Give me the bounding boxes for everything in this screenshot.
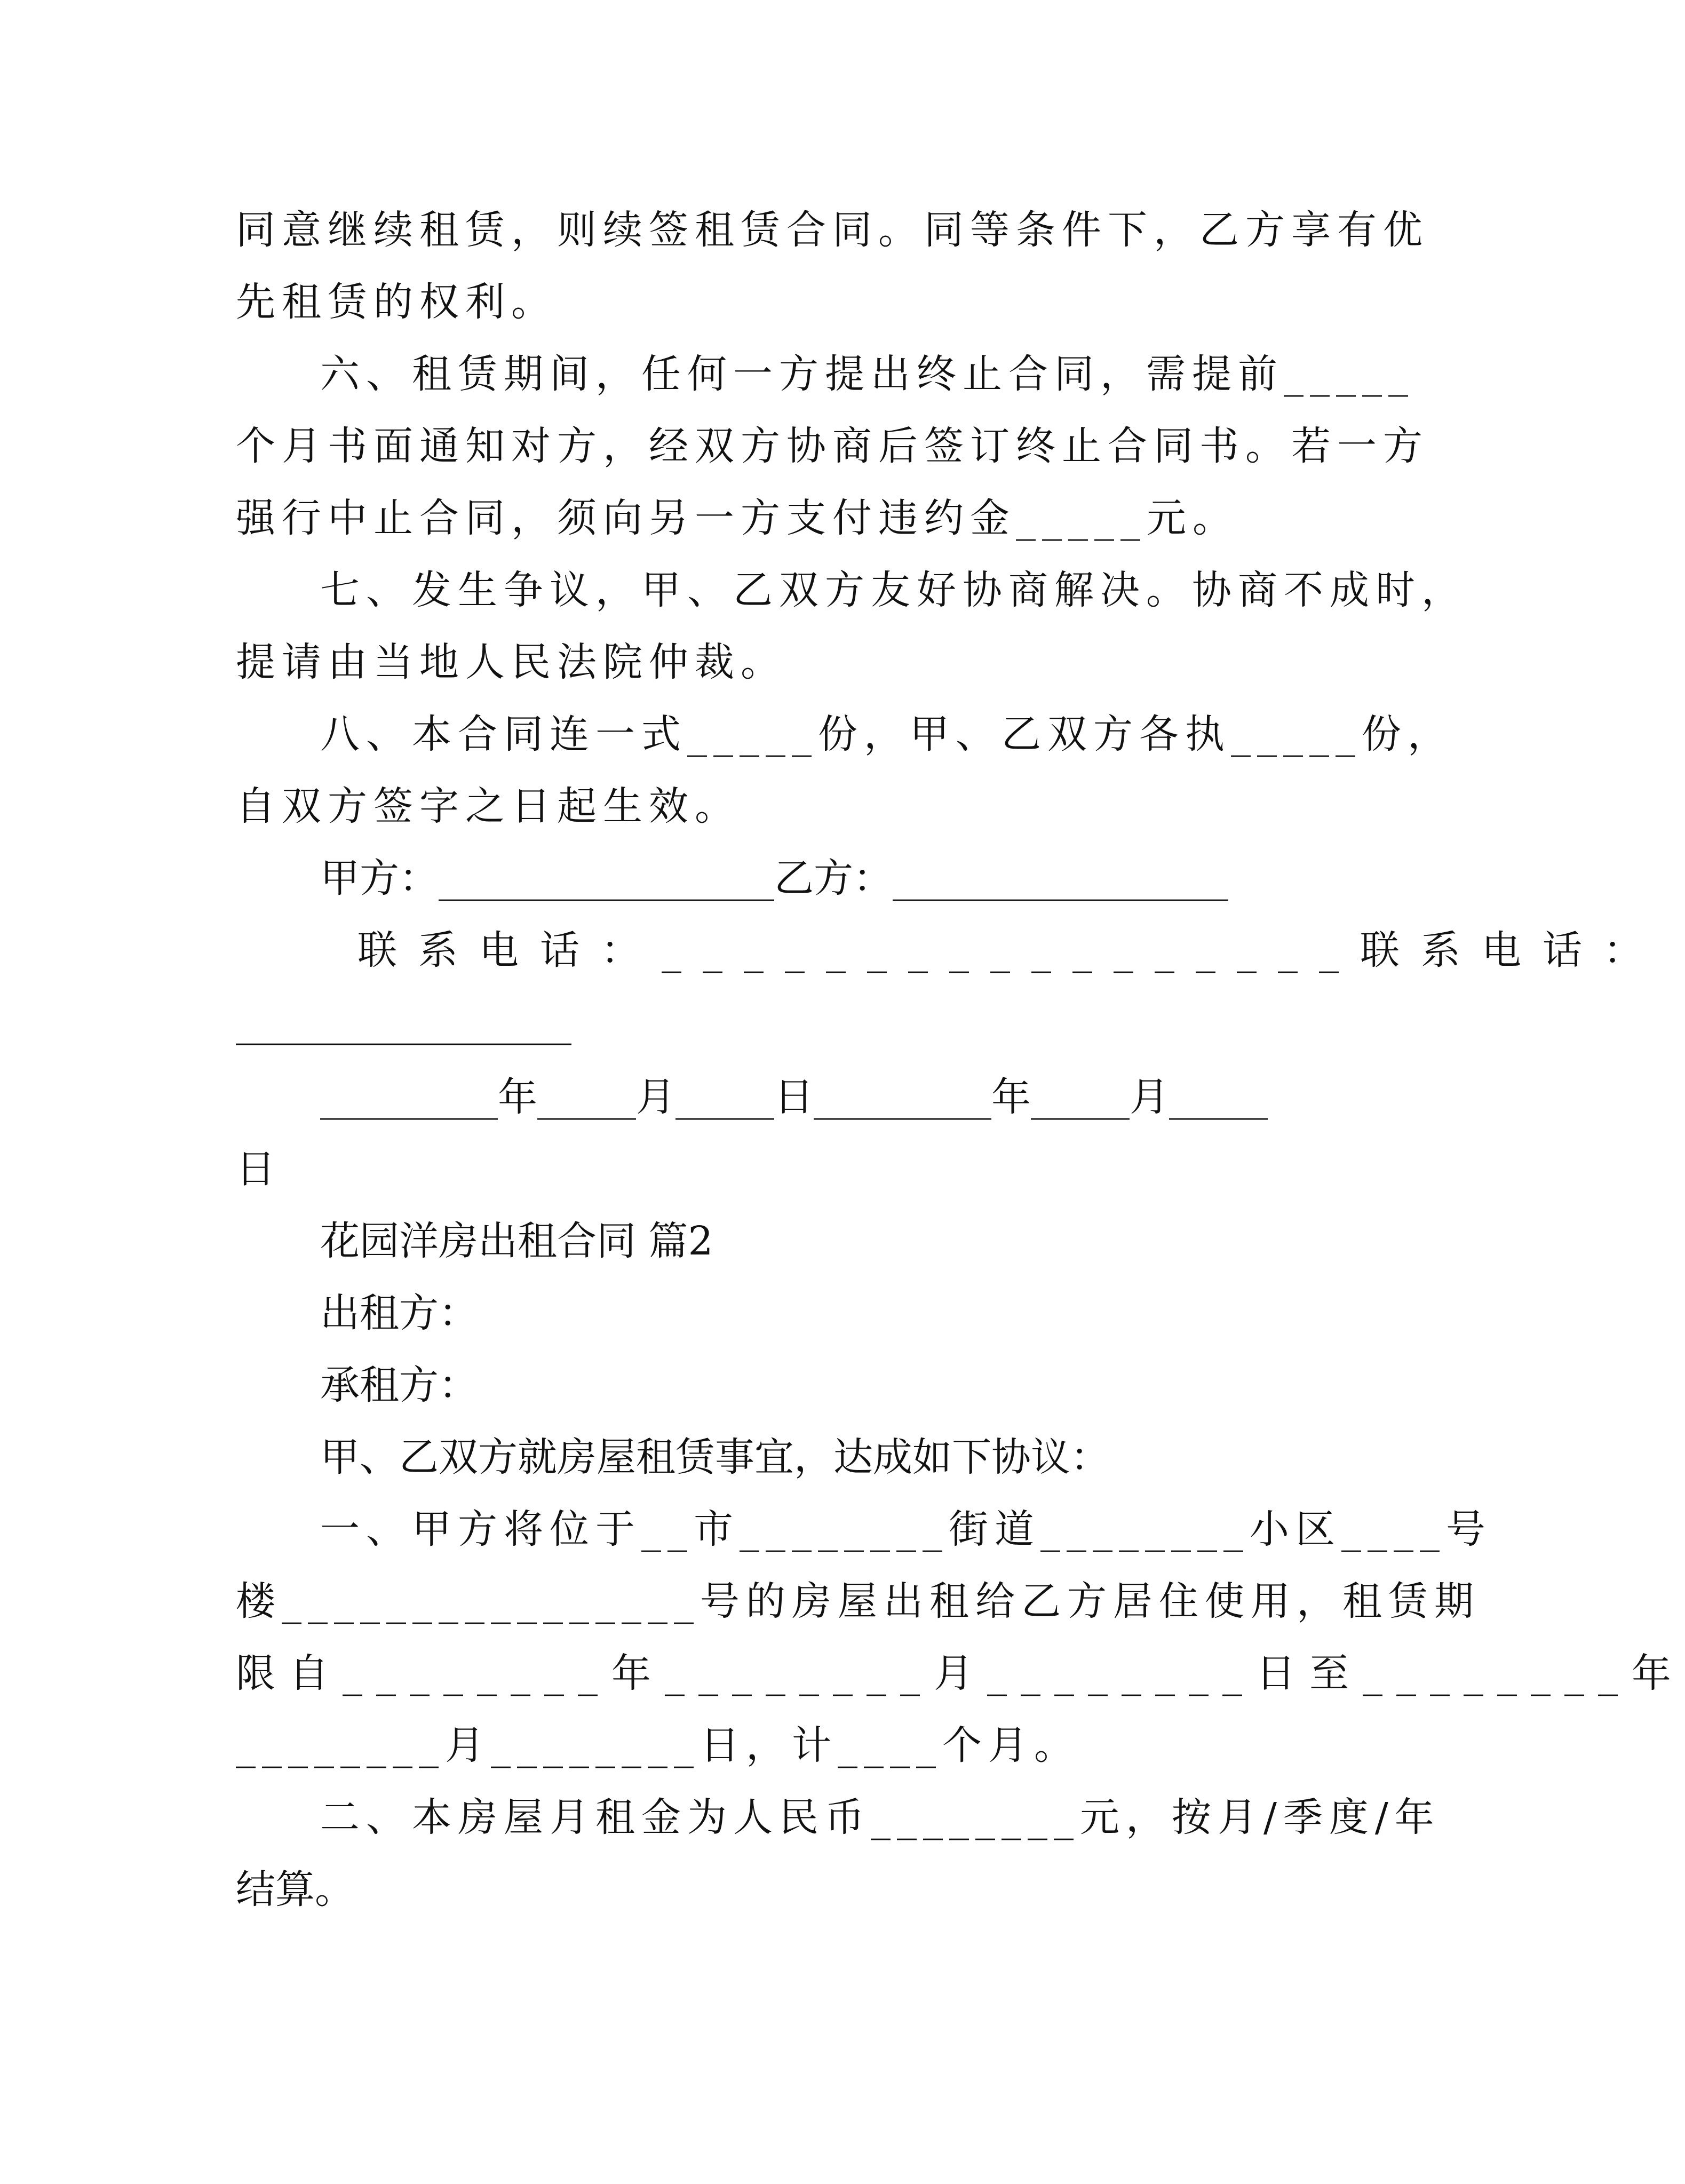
paragraph-line: 结算。 (236, 1867, 354, 1912)
clause-eight-heading: 八、本合同连一式_____份，甲、乙双方各执_____份， (320, 711, 1453, 757)
date-line-end: 日 (236, 1146, 275, 1192)
section-title: 花园洋房出租合同 篇2 (320, 1218, 713, 1264)
paragraph-line: ________月________日，计____个月。 (236, 1722, 1080, 1768)
contact-phone-line: 联系电话：_________________联系电话： (357, 927, 1664, 973)
clause-one-heading: 一、甲方将位于__市________街道________小区____号 (320, 1506, 1492, 1552)
phone-blank-line: _________________ (236, 999, 571, 1045)
paragraph-line: 提请由当地人民法院仲裁。 (236, 639, 786, 685)
paragraph-line: 先租赁的权利。 (236, 279, 557, 325)
paragraph-line: 楼________________号的房屋出租给乙方居住使用，租赁期 (236, 1578, 1480, 1624)
lessee-label: 承租方： (320, 1362, 478, 1408)
signature-party-line: 甲方：_________________乙方：_________________ (320, 855, 1228, 901)
paragraph-line: 个月书面通知对方，经双方协商后签订终止合同书。若一方 (236, 423, 1429, 469)
clause-two-heading: 二、本房屋月租金为人民币________元，按月/季度/年 (320, 1794, 1441, 1840)
paragraph-line: 强行中止合同，须向另一方支付违约金_____元。 (236, 495, 1238, 541)
date-line: _________年_____月_____日_________年_____月_____ (320, 1074, 1268, 1120)
paragraph-line: 同意继续租赁，则续签租赁合同。同等条件下，乙方享有优 (236, 207, 1429, 253)
agreement-intro: 甲、乙双方就房屋租赁事宜，达成如下协议： (320, 1434, 1110, 1480)
clause-six-heading: 六、租赁期间，任何一方提出终止合同，需提前_____ (320, 351, 1414, 397)
paragraph-line: 自双方签字之日起生效。 (236, 783, 741, 829)
lessor-label: 出租方： (320, 1290, 478, 1336)
clause-seven-heading: 七、发生争议，甲、乙双方友好协商解决。协商不成时， (320, 567, 1467, 613)
paragraph-line: 限自________年________月________日至________年 (236, 1650, 1685, 1696)
